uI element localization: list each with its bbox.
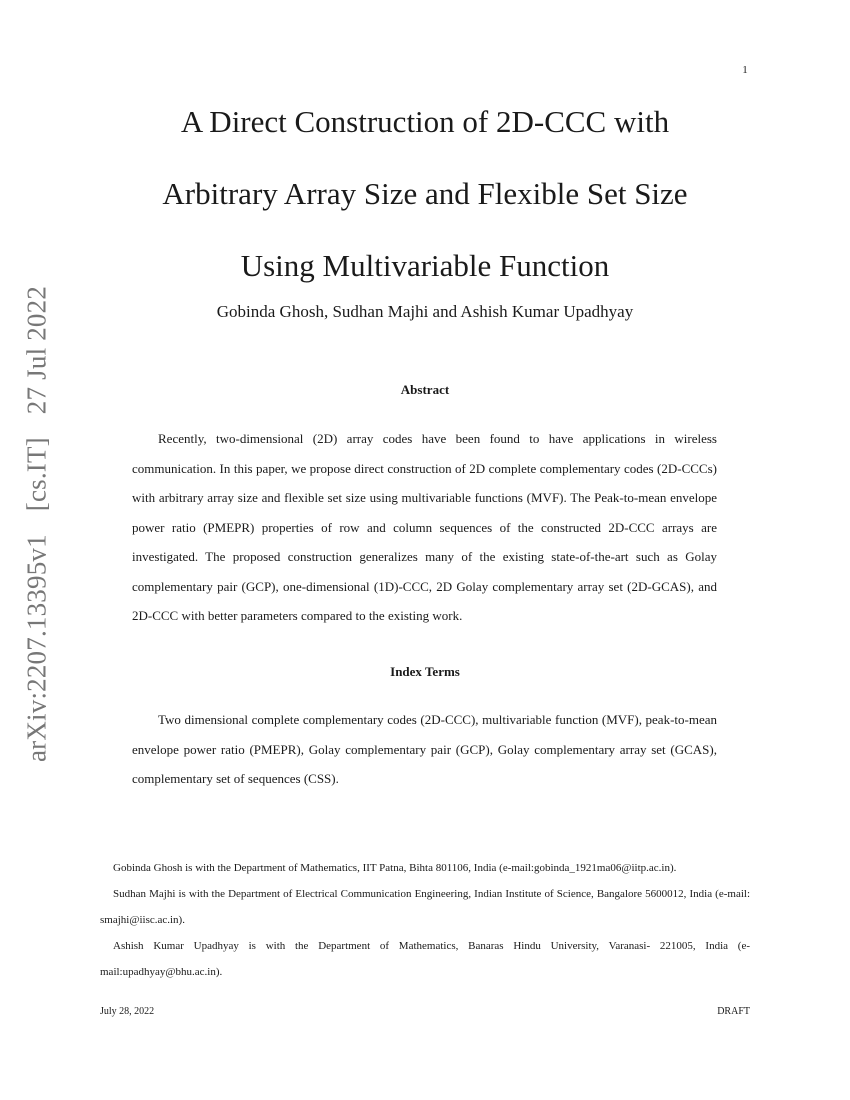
arxiv-date: 27 Jul 2022 [21, 285, 52, 415]
footnote-majhi: Sudhan Majhi is with the Department of Electrical Communication Engineering, Indian Institute of Science, Bangalore 5600012, India (e-mail: smajhi@iisc.ac.in). [100, 888, 750, 926]
footer-date: July 28, 2022 [100, 1006, 155, 1017]
abstract-heading: Abstract [400, 382, 450, 397]
author-list: Gobinda Ghosh, Sudhan Majhi and Ashish Kumar Upadhyay [216, 302, 634, 321]
title-line: Arbitrary Array Size and Flexible Set Size [162, 176, 688, 211]
footnote-upadhyay: Ashish Kumar Upadhyay is with the Department of Mathematics, Banaras Hindu University, Varanasi- 221005, India (e-mail:upadhyay@bhu.ac.in). [100, 940, 750, 978]
arxiv-category: [cs.IT] [21, 437, 52, 512]
page-number: 1 [742, 64, 748, 76]
page-footer [100, 1006, 750, 1017]
footer-draft-label: DRAFT [717, 1006, 750, 1017]
index-terms-heading: Index Terms [390, 664, 460, 679]
title-line: Using Multivariable Function [240, 248, 610, 283]
arxiv-id: arXiv:2207.13395v1 [21, 534, 52, 763]
arxiv-stamp [22, 286, 53, 762]
paper-title [100, 86, 750, 302]
footnote-ghosh: Gobinda Ghosh is with the Department of Mathematics, IIT Patna, Bihta 801106, India (e-mail:gobinda_1921ma06@iitp.ac.in). [113, 862, 677, 874]
title-line: A Direct Construction of 2D-CCC with [180, 104, 670, 139]
index-terms-body: Two dimensional complete complementary codes (2D-CCC), multivariable function (MVF), peak-to-mean envelope power ratio (PMEPR), Golay complementary pair (GCP), Golay complementary array set (GCAS), complementary set of sequences (CSS). [132, 712, 717, 786]
abstract-body: Recently, two-dimensional (2D) array codes have been found to have applications in wireless communication. In this paper, we propose direct construction of 2D complete complementary codes (2D-CCCs) with arbitrary array size and flexible set size using multivariable functions (MVF). The Peak-to-mean envelope power ratio (PMEPR) properties of row and column sequences of the constructed 2D-CCC arrays are investigated. The proposed construction generalizes many of the existing state-of-the-art such as Golay complementary pair (GCP), one-dimensional (1D)-CCC, 2D Golay complementary array set (2D-GCAS), and 2D-CCC with better parameters compared to the existing work. [132, 431, 717, 623]
affiliation-footnotes [100, 855, 750, 985]
